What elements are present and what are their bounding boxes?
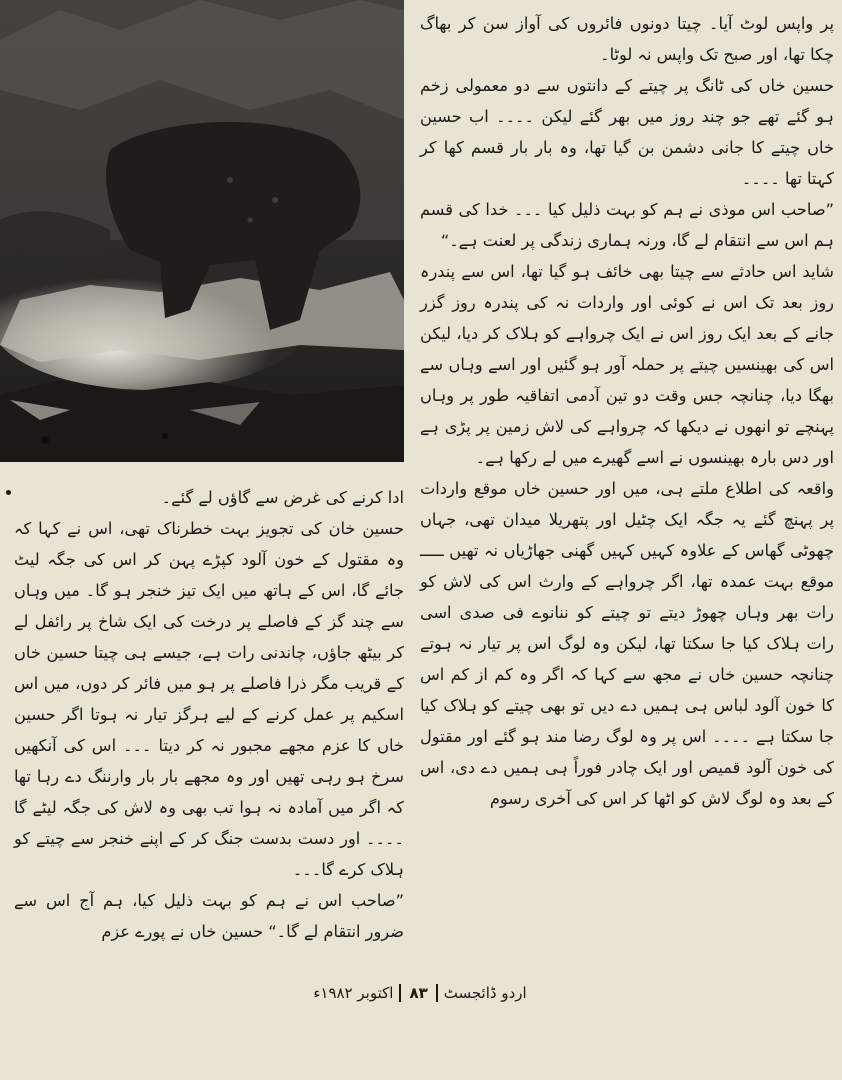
article-paragraph: شاید اس حادثے سے چیتا بھی خائف ہو گیا تھا، اس سے پندرہ روز بعد تک اس نے کوئی اور واردات نہ کی پندرہ روز گزر جانے کے بعد ایک روز اس نے ایک چرواہے کو ہلاک کر دیا، لیکن اس کی بھینسیں چیتے پر حملہ آور ہو گئیں اور اسے وہاں سے بھگا دیا، چنانچہ جس وقت دو تین آدمی اتفاقیہ طور پر وہاں پہنچے تو انھوں نے دیکھا کہ چرواہے کی لاش زمین پر پڑی ہے اور دس بارہ بھینسوں نے اسے گھیرے میں لے رکھا ہے۔	[420, 262, 834, 467]
article-paragraph: حسین خاں کی ٹانگ پر چیتے کے دانتوں سے دو معمولی زخم ہو گئے تھے جو چند روز میں بھر گئے لیکن ۔۔۔۔ اب حسین خاں چیتے کا جانی دشمن بن گیا تھا، وہ بار بار قسم کھا کر کہتا تھا ۔۔۔۔	[420, 76, 834, 188]
article-paragraph: ادا کرنے کی غرض سے گاؤں لے گئے۔	[161, 488, 404, 507]
issue-date: اکتوبر ۱۹۸۲ء	[313, 984, 394, 1002]
page-number: ۸۳	[399, 984, 437, 1002]
page-footer	[290, 980, 550, 1006]
article-right-column	[420, 8, 834, 814]
article-left-column	[14, 482, 404, 947]
article-paragraph: واقعہ کی اطلاع ملتے ہی، میں اور حسین خاں موقع واردات پر پہنچ گئے یہ جگہ ایک چٹیل اور پتھریلا میدان تھی، جہاں چھوٹی گھاس کے علاوہ کہیں کہیں گھنی جھاڑیاں نہ تھیں ـــــ موقع بہت عمدہ تھا، اگر چرواہے کے وارث اس کی لاش کو رات بھر وہاں چھوڑ دیتے تو چیتے کو ننانوے فی صدی اسی رات ہلاک کیا جا سکتا تھا، لیکن وہ لوگ اس پر تیار نہ ہوتے چنانچہ حسین خاں نے مجھ سے کہا کہ اگر وہ کم از کم اس کا خون آلود لباس ہی ہمیں دے دیں تو بھی چیتے کو ہلاک کیا جا سکتا ہے ۔۔۔۔ اس پر وہ لوگ رضا مند ہو گئے اور مقتول کی خون آلود قمیص اور ایک چادر فوراً ہی ہمیں دے دی، اس کے بعد وہ لوگ لاش کو اٹھا کر اس کی آخری رسوم	[420, 479, 834, 808]
article-paragraph: ”صاحب اس موذی نے ہم کو بہت ذلیل کیا ۔۔۔ خدا کی قسم ہم اس سے انتقام لے گا، ورنہ ہماری زندگی پر لعنت ہے۔“	[420, 200, 834, 250]
leopard-photo-image	[0, 0, 404, 462]
article-paragraph: ”صاحب اس نے ہم کو بہت ذلیل کیا، ہم آج اس سے ضرور انتقام لے گا۔“ حسین خاں نے پورے عزم	[14, 891, 404, 941]
article-paragraph: پر واپس لوٹ آیا۔ چیتا دونوں فائروں کی آواز سن کر بھاگ چکا تھا، اور صبح تک واپس نہ لوٹا۔	[420, 14, 834, 64]
article-photo	[0, 0, 404, 462]
magazine-name: اردو ڈائجسٹ	[443, 984, 527, 1002]
page-speck	[6, 490, 11, 495]
article-paragraph: حسین خان کی تجویز بہت خطرناک تھی، اس نے کہا کہ وہ مقتول کے خون آلود کپڑے پہن کر اس کی جگہ لیٹ جائے گا، اس کے ہاتھ میں ایک تیز خنجر ہو گا۔ میں وہاں سے چند گز کے فاصلے پر درخت کی ایک شاخ پر رائفل لے کر بیٹھ جاؤں، چاندنی رات ہے، جیسے ہی چیتا حسین خاں کے قریب مگر ذرا فاصلے پر ہو میں فائر کر دوں، میں اس اسکیم پر عمل کرنے کے لیے ہرگز تیار نہ ہوتا اگر حسین خاں کا عزم مجھے مجبور نہ کر دیتا ۔۔۔ اس کی آنکھیں سرخ ہو رہی تھیں اور وہ مجھے بار بار وارننگ دے رہا تھا کہ اگر میں آمادہ نہ ہوا تب بھی وہ لاش کی جگہ لیٹے گا ۔۔۔۔ اور دست بدست جنگ کر کے اپنے خنجر سے چیتے کو ہلاک کرے گا۔۔۔	[14, 519, 404, 879]
